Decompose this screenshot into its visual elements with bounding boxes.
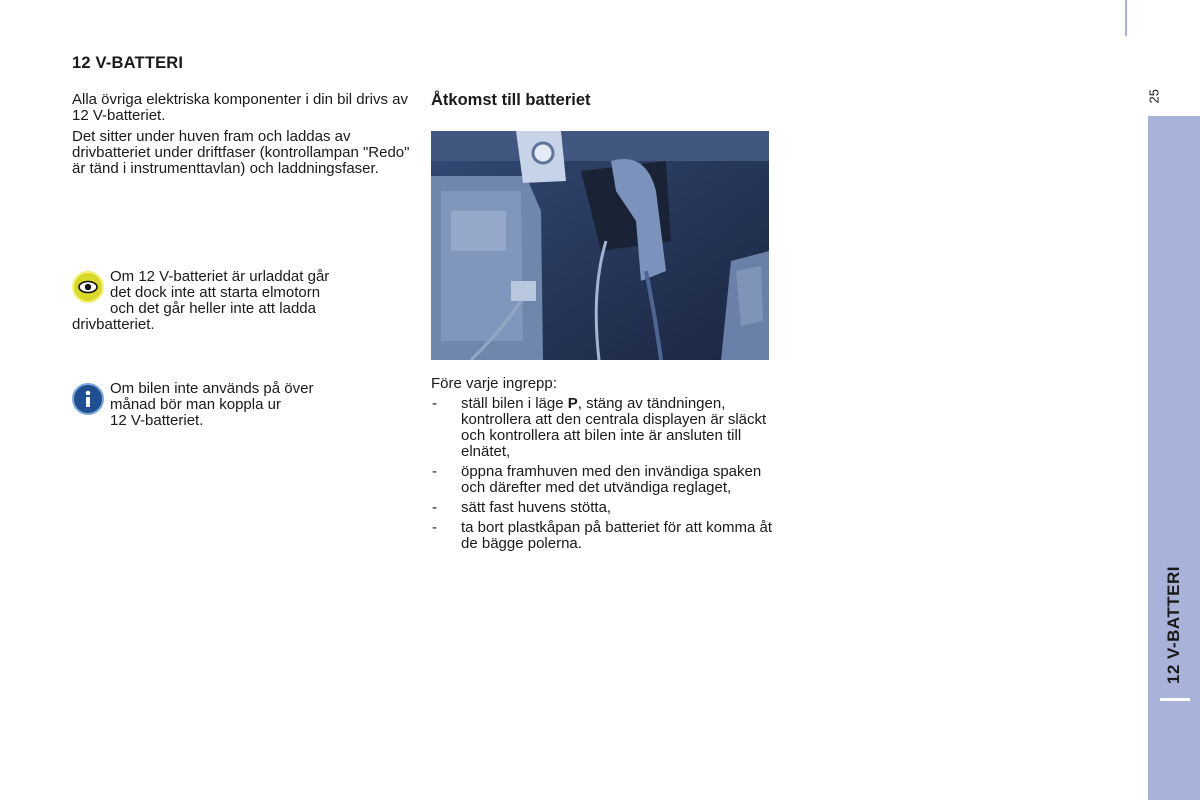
warning-line-4: drivbatteriet. bbox=[72, 316, 155, 333]
section-lead: Före varje ingrepp: bbox=[431, 375, 557, 392]
intro-paragraph-2: Det sitter under huven fram och laddas av drivbatteriet under driftfaser (kontrollampan "Redo" är tänd i instrumenttavlan) och laddningsfaser. bbox=[72, 128, 410, 177]
list-item bbox=[431, 520, 776, 552]
eye-icon bbox=[72, 271, 104, 303]
page-number: 25 bbox=[1146, 89, 1162, 104]
list-item bbox=[431, 500, 776, 516]
list-dash: - bbox=[432, 463, 437, 480]
battery-photo bbox=[431, 131, 769, 360]
section-heading: Åtkomst till batteriet bbox=[431, 91, 591, 109]
chapter-tab-label: 12 V-BATTERI bbox=[1164, 565, 1183, 684]
top-divider bbox=[1125, 0, 1127, 36]
list-dash: - bbox=[432, 499, 437, 516]
step-2-text: öppna framhuven med den invändiga spaken och därefter med det utvändiga reglaget, bbox=[461, 463, 762, 496]
procedure-list bbox=[431, 396, 776, 556]
list-dash: - bbox=[432, 395, 437, 412]
list-dash: - bbox=[432, 519, 437, 536]
warning-line-2: det dock inte att starta elmotorn bbox=[110, 284, 321, 301]
info-line-2: månad bör man koppla ur bbox=[110, 396, 281, 413]
info-note bbox=[72, 381, 412, 429]
warning-note bbox=[72, 269, 412, 333]
intro-paragraph-1: Alla övriga elektriska komponenter i din bil drivs av 12 V-batteriet. bbox=[72, 91, 408, 124]
page-title: 12 V-BATTERI bbox=[72, 54, 184, 72]
step-1-text-a: ställ bilen i läge bbox=[461, 395, 568, 412]
info-icon bbox=[72, 383, 104, 415]
list-item bbox=[431, 464, 776, 496]
step-1-gear: P bbox=[567, 395, 578, 412]
info-line-3: 12 V-batteriet. bbox=[110, 412, 204, 429]
step-4-text: ta bort plastkåpan på batteriet för att komma åt de bägge polerna. bbox=[461, 519, 773, 552]
warning-line-1: Om 12 V-batteriet är urladdat går bbox=[110, 268, 330, 285]
warning-line-3: och det går heller inte att ladda bbox=[110, 300, 316, 317]
info-line-1: Om bilen inte används på över bbox=[110, 380, 314, 397]
step-3-text: sätt fast huvens stötta, bbox=[461, 499, 612, 516]
chapter-tab-marker bbox=[1160, 698, 1190, 701]
list-item bbox=[431, 396, 776, 460]
step-1-text-b: , stäng av tändningen, kontrollera att den centrala displayen är släckt och kontrollera att bilen inte är ansluten till elnätet, bbox=[461, 395, 767, 460]
